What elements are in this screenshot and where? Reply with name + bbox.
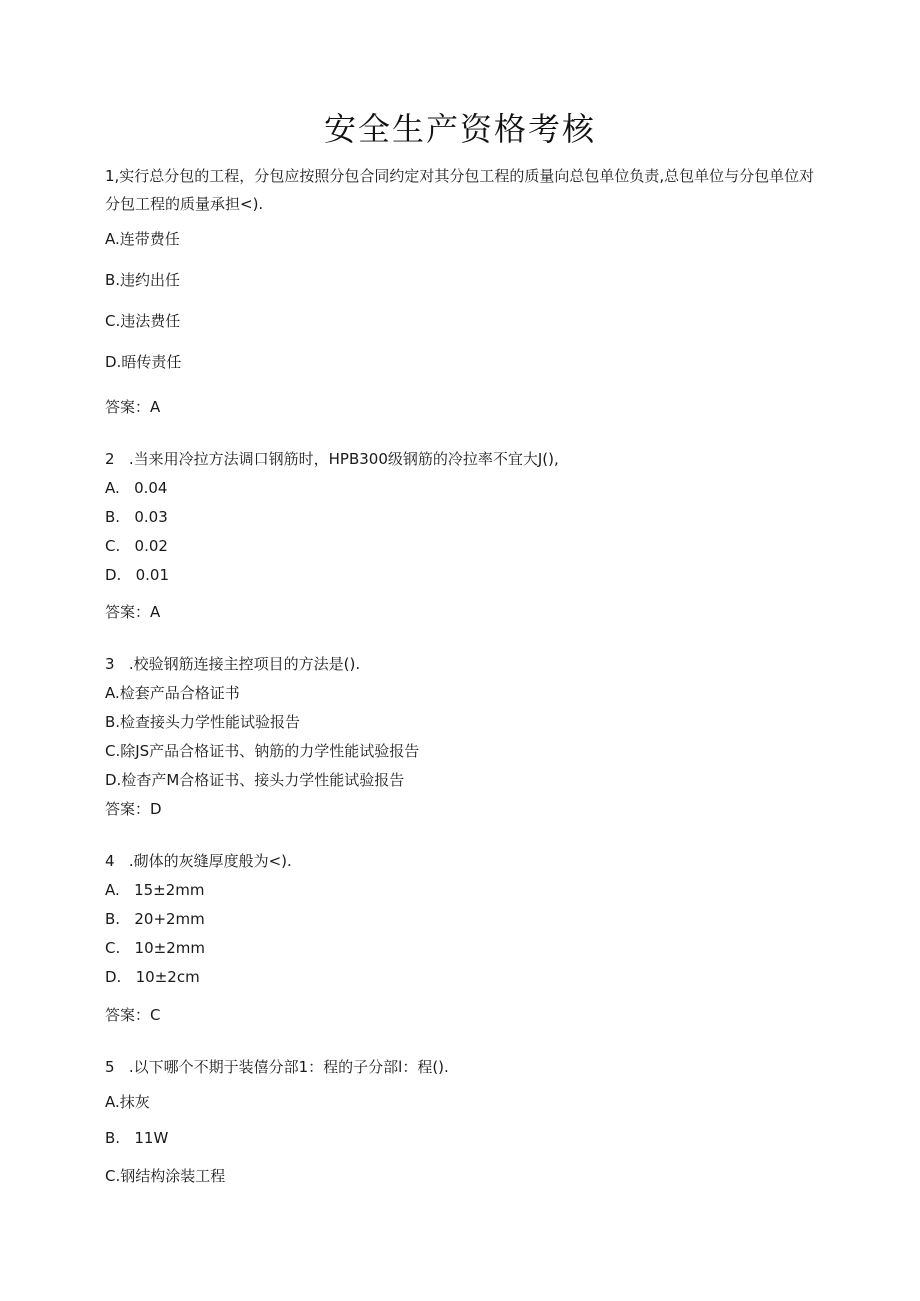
question-1-text-cont: 分包工程的质量承担<). — [105, 195, 264, 213]
question-1-answer: 答案：A — [105, 398, 161, 416]
question-3-option-b: B.检查接头力学性能试验报告 — [105, 713, 301, 731]
question-1-option-a: A.连带费任 — [105, 230, 180, 248]
question-3-option-a: A.检套产品合格证书 — [105, 684, 240, 702]
question-5-option-c: C.钢结构涂装工程 — [105, 1167, 226, 1185]
question-2-option-c: C. 0.02 — [105, 537, 168, 555]
question-2-option-d: D. 0.01 — [105, 566, 170, 584]
question-4-text: 4 .砌体的灰缝厚度般为<). — [105, 852, 292, 870]
question-5-option-b: B. 11W — [105, 1129, 169, 1147]
question-1-option-d: D.晤传责任 — [105, 353, 182, 371]
question-4-option-c: C. 10±2mm — [105, 939, 205, 957]
question-3-option-d: D.检杳产M合格证书、接头力学性能试验报告 — [105, 771, 405, 789]
question-3-answer: 答案：D — [105, 800, 162, 818]
question-5-text: 5 .以下哪个不期于装僖分部1：程的子分部l：程(). — [105, 1058, 449, 1076]
question-3-text: 3 .校验钢筋连接主控项目的方法是(). — [105, 655, 361, 673]
question-4-option-a: A. 15±2mm — [105, 881, 205, 899]
question-2-answer: 答案：A — [105, 603, 161, 621]
question-4-option-d: D. 10±2cm — [105, 968, 200, 986]
question-2-text: 2 .当来用冷拉方法调口钢筋时，HPB300级钢筋的冷拉率不宜大J(), — [105, 450, 559, 468]
question-2-option-b: B. 0.03 — [105, 508, 168, 526]
document-title: 安全生产资格考核 — [323, 110, 596, 148]
question-5-option-a: A.抹灰 — [105, 1093, 150, 1111]
question-1-option-c: C.违法费任 — [105, 312, 181, 330]
question-4-option-b: B. 20+2mm — [105, 910, 205, 928]
question-1-text: 1,实行总分包的工程，分包应按照分包合同约定对其分包工程的质量向总包单位负责,总包单位与分包单位对 — [105, 167, 815, 185]
question-2-option-a: A. 0.04 — [105, 479, 168, 497]
question-3-option-c: C.除JS产品合格证书、钠筋的力学性能试验报告 — [105, 742, 420, 760]
question-1-option-b: B.违约出任 — [105, 271, 181, 289]
question-4-answer: 答案：C — [105, 1006, 161, 1024]
